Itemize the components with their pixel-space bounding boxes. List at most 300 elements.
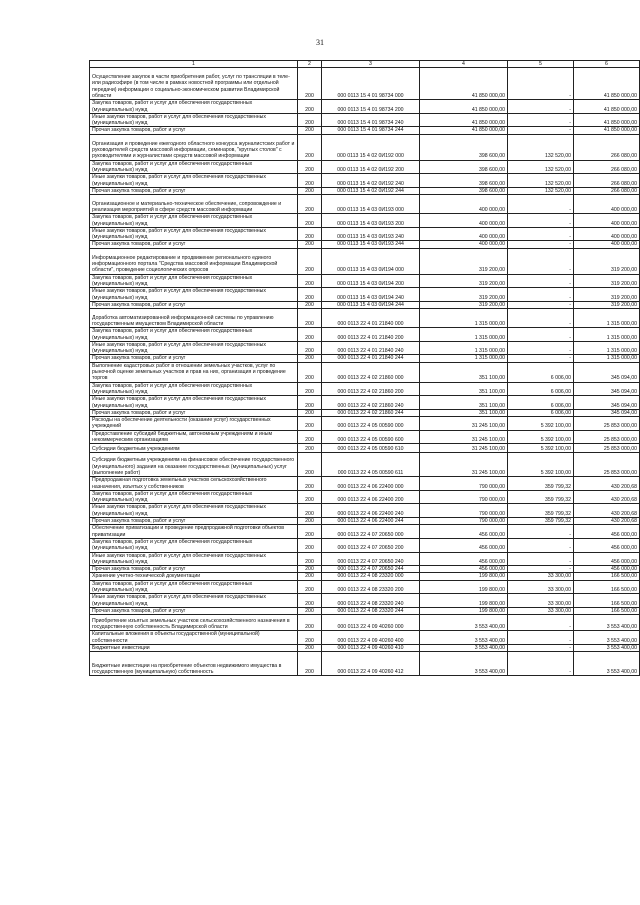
row-value-col4: 351 100,00 [420, 396, 508, 410]
row-description: Информационное редактирование и продвижение регионального единого информационного портала "Средства массовой информации Владимирской области", проведение социологических опросов [90, 248, 298, 274]
row-classification-code: 000 0113 22 4 01 21840 200 [322, 328, 420, 342]
row-value-col5: 6 006,00 [508, 409, 574, 416]
row-description: Прочая закупка товаров, работ и услуг [90, 187, 298, 194]
row-description: Прочая закупка товаров, работ и услуг [90, 355, 298, 362]
row-description: Доработка автоматизированной информационной системы по управлению государственным имуществом Владимирской области [90, 309, 298, 328]
table-row [90, 328, 640, 342]
row-description: Иные закупки товаров, работ и услуг для обеспечения государственных (муниципальных) нужд [90, 174, 298, 188]
row-code: 200 [298, 195, 322, 214]
row-value-col4: 400 000,00 [420, 227, 508, 241]
row-classification-code: 000 0113 15 4 02 0И192 200 [322, 160, 420, 174]
row-value-col6: 266 080,00 [574, 160, 640, 174]
table-row [90, 477, 640, 491]
row-value-col5: 359 799,32 [508, 518, 574, 525]
table-row [90, 341, 640, 355]
row-value-col6: 400 000,00 [574, 214, 640, 228]
row-value-col6: 25 853 000,00 [574, 417, 640, 431]
table-row [90, 160, 640, 174]
row-classification-code: 000 0113 15 4 03 0И194 200 [322, 274, 420, 288]
row-value-col5: - [508, 355, 574, 362]
row-classification-code: 000 0113 15 4 02 0И192 244 [322, 187, 420, 194]
row-value-col6: 25 853 000,00 [574, 444, 640, 453]
header-col-3: 3 [322, 61, 420, 68]
row-code: 200 [298, 552, 322, 566]
row-classification-code: 000 0113 15 4 02 0И192 240 [322, 174, 420, 188]
row-description: Иные закупки товаров, работ и услуг для обеспечения государственных (муниципальных) нужд [90, 396, 298, 410]
row-value-col6: 319 200,00 [574, 288, 640, 302]
row-code: 200 [298, 538, 322, 552]
table-row [90, 552, 640, 566]
row-value-col4: 31 245 100,00 [420, 453, 508, 477]
row-classification-code: 000 0113 22 4 07 20650 244 [322, 566, 420, 573]
table-row [90, 187, 640, 194]
row-code: 200 [298, 355, 322, 362]
row-value-col5: - [508, 274, 574, 288]
table-row [90, 127, 640, 134]
row-value-col5: - [508, 113, 574, 127]
row-classification-code: 000 0113 22 4 07 20650 240 [322, 552, 420, 566]
row-code: 200 [298, 490, 322, 504]
row-code: 200 [298, 430, 322, 444]
table-row [90, 355, 640, 362]
row-classification-code: 000 0113 15 4 01 98734 000 [322, 68, 420, 100]
table-row [90, 490, 640, 504]
row-value-col5: 5 392 100,00 [508, 453, 574, 477]
table-row [90, 174, 640, 188]
row-code: 200 [298, 453, 322, 477]
row-value-col5: 33 300,00 [508, 573, 574, 580]
row-value-col6: 1 315 000,00 [574, 355, 640, 362]
row-value-col5: - [508, 301, 574, 308]
row-code: 200 [298, 652, 322, 676]
row-code: 200 [298, 594, 322, 608]
row-code: 200 [298, 100, 322, 114]
row-value-col5: 6 006,00 [508, 396, 574, 410]
row-description: Выполнение кадастровых работ в отношении земельных участков, услуг по рыночной оценке земельных участков и прав на них, организация и проведение торгов [90, 362, 298, 382]
row-classification-code: 000 0113 22 4 02 21860 240 [322, 396, 420, 410]
row-value-col4: 41 850 000,00 [420, 113, 508, 127]
row-value-col5: - [508, 214, 574, 228]
row-description: Иные закупки товаров, работ и услуг для обеспечения государственных (муниципальных) нужд [90, 341, 298, 355]
row-value-col5: 6 006,00 [508, 382, 574, 396]
row-classification-code: 000 0113 22 4 09 40260 400 [322, 631, 420, 645]
row-code: 200 [298, 341, 322, 355]
row-value-col4: 31 245 100,00 [420, 417, 508, 431]
row-value-col6: 400 000,00 [574, 195, 640, 214]
table-row [90, 566, 640, 573]
table-row [90, 248, 640, 274]
row-value-col4: 456 000,00 [420, 566, 508, 573]
row-classification-code: 000 0113 22 4 05 00590 000 [322, 417, 420, 431]
header-col-4: 4 [420, 61, 508, 68]
row-value-col6: 1 315 000,00 [574, 341, 640, 355]
row-description: Бюджетные инвестиции [90, 644, 298, 651]
row-code: 200 [298, 615, 322, 631]
row-value-col6: 1 315 000,00 [574, 328, 640, 342]
row-value-col4: 790 000,00 [420, 504, 508, 518]
row-code: 200 [298, 68, 322, 100]
table-row [90, 580, 640, 594]
table-row [90, 607, 640, 614]
table-row [90, 417, 640, 431]
row-value-col4: 398 600,00 [420, 187, 508, 194]
row-code: 200 [298, 607, 322, 614]
row-classification-code: 000 0113 15 4 03 0И194 240 [322, 288, 420, 302]
row-value-col5: - [508, 538, 574, 552]
row-classification-code: 000 0113 15 4 03 0И193 000 [322, 195, 420, 214]
row-value-col4: 400 000,00 [420, 241, 508, 248]
row-description: Капитальные вложения в объекты государственной (муниципальной) собственности [90, 631, 298, 645]
row-value-col6: 266 080,00 [574, 174, 640, 188]
row-description: Прочая закупка товаров, работ и услуг [90, 241, 298, 248]
row-value-col4: 41 850 000,00 [420, 68, 508, 100]
row-value-col4: 456 000,00 [420, 538, 508, 552]
row-classification-code: 000 0113 15 4 01 98734 244 [322, 127, 420, 134]
row-value-col6: 1 315 000,00 [574, 309, 640, 328]
table-row [90, 525, 640, 539]
row-classification-code: 000 0113 15 4 01 98734 240 [322, 113, 420, 127]
header-col-1: 1 [90, 61, 298, 68]
header-col-6: 6 [574, 61, 640, 68]
row-value-col4: 3 553 400,00 [420, 615, 508, 631]
row-value-col4: 199 800,00 [420, 594, 508, 608]
row-description: Осуществление закупок в части приобретения работ, услуг по трансляции в теле- или радиоэфире (в том числе в рамках новостной программы или отдельной передачи) информации о социально-экономическом развитии Владимирской области [90, 68, 298, 100]
row-value-col5: 5 392 100,00 [508, 430, 574, 444]
row-classification-code: 000 0113 15 4 03 0И193 200 [322, 214, 420, 228]
row-code: 200 [298, 525, 322, 539]
row-description: Расходы на обеспечение деятельности (оказание услуг) государственных учреждений [90, 417, 298, 431]
row-value-col4: 351 100,00 [420, 362, 508, 382]
row-value-col4: 790 000,00 [420, 477, 508, 491]
table-row [90, 288, 640, 302]
row-code: 200 [298, 248, 322, 274]
row-value-col5: - [508, 615, 574, 631]
row-value-col6: 456 000,00 [574, 566, 640, 573]
row-value-col5: - [508, 127, 574, 134]
row-code: 200 [298, 134, 322, 160]
row-code: 200 [298, 409, 322, 416]
table-row [90, 274, 640, 288]
row-classification-code: 000 0113 22 4 05 00590 600 [322, 430, 420, 444]
row-value-col5: - [508, 341, 574, 355]
row-code: 200 [298, 309, 322, 328]
row-value-col4: 351 100,00 [420, 382, 508, 396]
row-value-col5: 359 799,32 [508, 477, 574, 491]
row-description: Приобретение изъятых земельных участков сельскохозяйственного назначения в государственную собственность Владимирской области [90, 615, 298, 631]
row-description: Обеспечение приватизации и проведение предпродажной подготовки объектов приватизации [90, 525, 298, 539]
table-row [90, 615, 640, 631]
row-code: 200 [298, 631, 322, 645]
row-code: 200 [298, 113, 322, 127]
row-value-col4: 351 100,00 [420, 409, 508, 416]
row-classification-code: 000 0113 22 4 01 21840 244 [322, 355, 420, 362]
row-description: Иные закупки товаров, работ и услуг для обеспечения государственных (муниципальных) нужд [90, 288, 298, 302]
row-classification-code: 000 0113 22 4 06 22400 200 [322, 490, 420, 504]
row-value-col6: 456 000,00 [574, 552, 640, 566]
row-value-col6: 41 850 000,00 [574, 113, 640, 127]
row-code: 200 [298, 328, 322, 342]
row-description: Предпродажная подготовка земельных участков сельскохозяйственного назначения, изъятых у собственников [90, 477, 298, 491]
row-classification-code: 000 0113 22 4 06 22400 000 [322, 477, 420, 491]
row-classification-code: 000 0113 22 4 09 40260 410 [322, 644, 420, 651]
row-value-col5: - [508, 309, 574, 328]
row-classification-code: 000 0113 22 4 01 21840 240 [322, 341, 420, 355]
row-description: Иные закупки товаров, работ и услуг для обеспечения государственных (муниципальных) нужд [90, 227, 298, 241]
row-value-col6: 166 500,00 [574, 594, 640, 608]
row-code: 200 [298, 301, 322, 308]
row-code: 200 [298, 160, 322, 174]
row-value-col6: 430 200,68 [574, 490, 640, 504]
row-value-col4: 1 315 000,00 [420, 355, 508, 362]
row-classification-code: 000 0113 22 4 08 23320 200 [322, 580, 420, 594]
row-description: Прочая закупка товаров, работ и услуг [90, 409, 298, 416]
row-value-col5: - [508, 652, 574, 676]
row-value-col6: 266 080,00 [574, 134, 640, 160]
row-code: 200 [298, 644, 322, 651]
row-value-col5: - [508, 631, 574, 645]
row-code: 200 [298, 187, 322, 194]
row-value-col6: 345 094,00 [574, 396, 640, 410]
row-classification-code: 000 0113 22 4 08 23320 000 [322, 573, 420, 580]
row-description: Закупка товаров, работ и услуг для обеспечения государственных (муниципальных) нужд [90, 328, 298, 342]
row-value-col4: 31 245 100,00 [420, 444, 508, 453]
row-value-col6: 430 200,68 [574, 518, 640, 525]
row-description: Иные закупки товаров, работ и услуг для обеспечения государственных (муниципальных) нужд [90, 552, 298, 566]
row-description: Закупка товаров, работ и услуг для обеспечения государственных (муниципальных) нужд [90, 538, 298, 552]
row-value-col5: 5 392 100,00 [508, 444, 574, 453]
row-value-col6: 25 853 000,00 [574, 430, 640, 444]
row-value-col5: - [508, 644, 574, 651]
row-value-col5: 6 006,00 [508, 362, 574, 382]
row-value-col4: 400 000,00 [420, 195, 508, 214]
table-row [90, 594, 640, 608]
table-header [90, 61, 640, 68]
row-description: Прочая закупка товаров, работ и услуг [90, 301, 298, 308]
row-value-col6: 3 553 400,00 [574, 652, 640, 676]
row-description: Предоставление субсидий бюджетным, автономным учреждениям и иным некоммерческим организациям [90, 430, 298, 444]
table-row [90, 113, 640, 127]
row-code: 200 [298, 504, 322, 518]
row-value-col4: 398 600,00 [420, 174, 508, 188]
row-description: Субсидии бюджетным учреждениям [90, 444, 298, 453]
row-value-col4: 41 850 000,00 [420, 100, 508, 114]
row-code: 200 [298, 174, 322, 188]
table-row [90, 362, 640, 382]
table-row [90, 227, 640, 241]
row-classification-code: 000 0113 22 4 02 21860 000 [322, 362, 420, 382]
row-code: 200 [298, 518, 322, 525]
row-value-col5: 5 392 100,00 [508, 417, 574, 431]
row-value-col4: 398 600,00 [420, 134, 508, 160]
row-value-col6: 166 500,00 [574, 573, 640, 580]
row-value-col5: 132 520,00 [508, 134, 574, 160]
row-value-col6: 456 000,00 [574, 538, 640, 552]
row-classification-code: 000 0113 22 4 02 21860 244 [322, 409, 420, 416]
row-value-col6: 25 853 000,00 [574, 453, 640, 477]
row-description: Закупка товаров, работ и услуг для обеспечения государственных (муниципальных) нужд [90, 160, 298, 174]
row-classification-code: 000 0113 22 4 02 21860 200 [322, 382, 420, 396]
row-value-col5: 359 799,32 [508, 504, 574, 518]
row-code: 200 [298, 417, 322, 431]
table-row [90, 652, 640, 676]
row-value-col4: 400 000,00 [420, 214, 508, 228]
row-value-col5: - [508, 241, 574, 248]
row-value-col4: 398 600,00 [420, 160, 508, 174]
row-code: 200 [298, 227, 322, 241]
row-value-col4: 199 800,00 [420, 607, 508, 614]
row-value-col4: 199 800,00 [420, 573, 508, 580]
row-classification-code: 000 0113 22 4 05 00590 611 [322, 453, 420, 477]
row-description: Закупка товаров, работ и услуг для обеспечения государственных (муниципальных) нужд [90, 100, 298, 114]
row-code: 200 [298, 444, 322, 453]
row-classification-code: 000 0113 22 4 09 40260 412 [322, 652, 420, 676]
table-row [90, 444, 640, 453]
row-value-col5: - [508, 288, 574, 302]
row-value-col5: - [508, 248, 574, 274]
row-description: Иные закупки товаров, работ и услуг для обеспечения государственных (муниципальных) нужд [90, 113, 298, 127]
row-value-col4: 319 200,00 [420, 248, 508, 274]
row-code: 200 [298, 214, 322, 228]
row-description: Иные закупки товаров, работ и услуг для обеспечения государственных (муниципальных) нужд [90, 594, 298, 608]
row-value-col4: 1 315 000,00 [420, 341, 508, 355]
row-code: 200 [298, 382, 322, 396]
row-code: 200 [298, 362, 322, 382]
row-code: 200 [298, 477, 322, 491]
row-value-col4: 1 315 000,00 [420, 328, 508, 342]
row-value-col5: 33 300,00 [508, 594, 574, 608]
row-value-col6: 345 094,00 [574, 409, 640, 416]
row-code: 200 [298, 580, 322, 594]
row-value-col6: 41 850 000,00 [574, 127, 640, 134]
row-value-col4: 41 850 000,00 [420, 127, 508, 134]
row-description: Прочая закупка товаров, работ и услуг [90, 566, 298, 573]
row-value-col4: 456 000,00 [420, 552, 508, 566]
row-value-col5: 132 520,00 [508, 174, 574, 188]
row-value-col6: 3 553 400,00 [574, 615, 640, 631]
row-value-col4: 1 315 000,00 [420, 309, 508, 328]
table-row [90, 195, 640, 214]
table-row [90, 518, 640, 525]
row-classification-code: 000 0113 22 4 01 21840 000 [322, 309, 420, 328]
table-row [90, 644, 640, 651]
row-description: Закупка товаров, работ и услуг для обеспечения государственных (муниципальных) нужд [90, 274, 298, 288]
row-value-col5: - [508, 195, 574, 214]
row-value-col5: 132 520,00 [508, 187, 574, 194]
row-code: 200 [298, 573, 322, 580]
table-row [90, 573, 640, 580]
table-row [90, 309, 640, 328]
row-value-col5: - [508, 328, 574, 342]
row-value-col6: 266 080,00 [574, 187, 640, 194]
row-value-col4: 31 245 100,00 [420, 430, 508, 444]
row-value-col4: 3 553 400,00 [420, 652, 508, 676]
row-value-col6: 166 500,00 [574, 607, 640, 614]
row-description: Прочая закупка товаров, работ и услуг [90, 607, 298, 614]
row-code: 200 [298, 274, 322, 288]
row-value-col5: - [508, 525, 574, 539]
table-row [90, 409, 640, 416]
row-value-col5: - [508, 68, 574, 100]
row-code: 200 [298, 288, 322, 302]
row-value-col4: 319 200,00 [420, 274, 508, 288]
row-value-col6: 430 200,68 [574, 477, 640, 491]
row-classification-code: 000 0113 22 4 08 23320 244 [322, 607, 420, 614]
row-value-col4: 456 000,00 [420, 525, 508, 539]
row-value-col5: - [508, 552, 574, 566]
row-description: Организационное и материально-техническое обеспечение, сопровождение и реализация мероприятий в сфере средств массовой информации [90, 195, 298, 214]
row-classification-code: 000 0113 15 4 02 0И192 000 [322, 134, 420, 160]
row-description: Хранение учетно-технической документации [90, 573, 298, 580]
row-value-col4: 790 000,00 [420, 490, 508, 504]
row-description: Закупка товаров, работ и услуг для обеспечения государственных (муниципальных) нужд [90, 490, 298, 504]
row-value-col6: 41 850 000,00 [574, 100, 640, 114]
table-body [90, 68, 640, 676]
row-value-col4: 199 800,00 [420, 580, 508, 594]
row-value-col4: 319 200,00 [420, 301, 508, 308]
row-code: 200 [298, 127, 322, 134]
row-code: 200 [298, 396, 322, 410]
row-value-col6: 456 000,00 [574, 525, 640, 539]
row-description: Прочая закупка товаров, работ и услуг [90, 127, 298, 134]
row-value-col4: 3 553 400,00 [420, 644, 508, 651]
row-value-col6: 319 200,00 [574, 301, 640, 308]
row-value-col6: 345 094,00 [574, 362, 640, 382]
row-classification-code: 000 0113 15 4 03 0И193 240 [322, 227, 420, 241]
row-value-col6: 319 200,00 [574, 274, 640, 288]
page-number: 31 [316, 38, 324, 47]
row-classification-code: 000 0113 15 4 03 0И194 244 [322, 301, 420, 308]
table-row [90, 430, 640, 444]
row-value-col6: 41 850 000,00 [574, 68, 640, 100]
row-value-col5: 359 799,32 [508, 490, 574, 504]
budget-table [89, 60, 640, 676]
table-row [90, 241, 640, 248]
row-code: 200 [298, 241, 322, 248]
header-col-2: 2 [298, 61, 322, 68]
row-classification-code: 000 0113 22 4 05 00590 610 [322, 444, 420, 453]
row-description: Закупка товаров, работ и услуг для обеспечения государственных (муниципальных) нужд [90, 580, 298, 594]
row-classification-code: 000 0113 22 4 08 23320 240 [322, 594, 420, 608]
row-classification-code: 000 0113 22 4 09 40260 000 [322, 615, 420, 631]
table-row [90, 301, 640, 308]
row-description: Закупка товаров, работ и услуг для обеспечения государственных (муниципальных) нужд [90, 382, 298, 396]
row-description: Субсидии бюджетным учреждениям на финансовое обеспечение государственного (муниципального) задания на оказание государственных (муниципальных) услуг (выполнение работ) [90, 453, 298, 477]
row-value-col6: 319 200,00 [574, 248, 640, 274]
row-classification-code: 000 0113 22 4 06 22400 244 [322, 518, 420, 525]
table-row [90, 396, 640, 410]
row-description: Бюджетные инвестиции на приобретение объектов недвижимого имущества в государственную (муниципальную) собственность [90, 652, 298, 676]
table-row [90, 538, 640, 552]
table-row [90, 100, 640, 114]
table-row [90, 134, 640, 160]
row-code: 200 [298, 566, 322, 573]
row-description: Закупка товаров, работ и услуг для обеспечения государственных (муниципальных) нужд [90, 214, 298, 228]
row-value-col5: 132 520,00 [508, 160, 574, 174]
row-value-col5: 33 300,00 [508, 607, 574, 614]
row-classification-code: 000 0113 15 4 01 98734 200 [322, 100, 420, 114]
row-value-col6: 3 553 400,00 [574, 644, 640, 651]
table-row [90, 504, 640, 518]
row-classification-code: 000 0113 15 4 03 0И194 000 [322, 248, 420, 274]
row-value-col6: 3 553 400,00 [574, 631, 640, 645]
table-row [90, 214, 640, 228]
row-value-col5: - [508, 100, 574, 114]
row-description: Прочая закупка товаров, работ и услуг [90, 518, 298, 525]
row-classification-code: 000 0113 22 4 07 20650 000 [322, 525, 420, 539]
row-value-col5: - [508, 566, 574, 573]
row-value-col6: 166 500,00 [574, 580, 640, 594]
row-value-col5: 33 300,00 [508, 580, 574, 594]
